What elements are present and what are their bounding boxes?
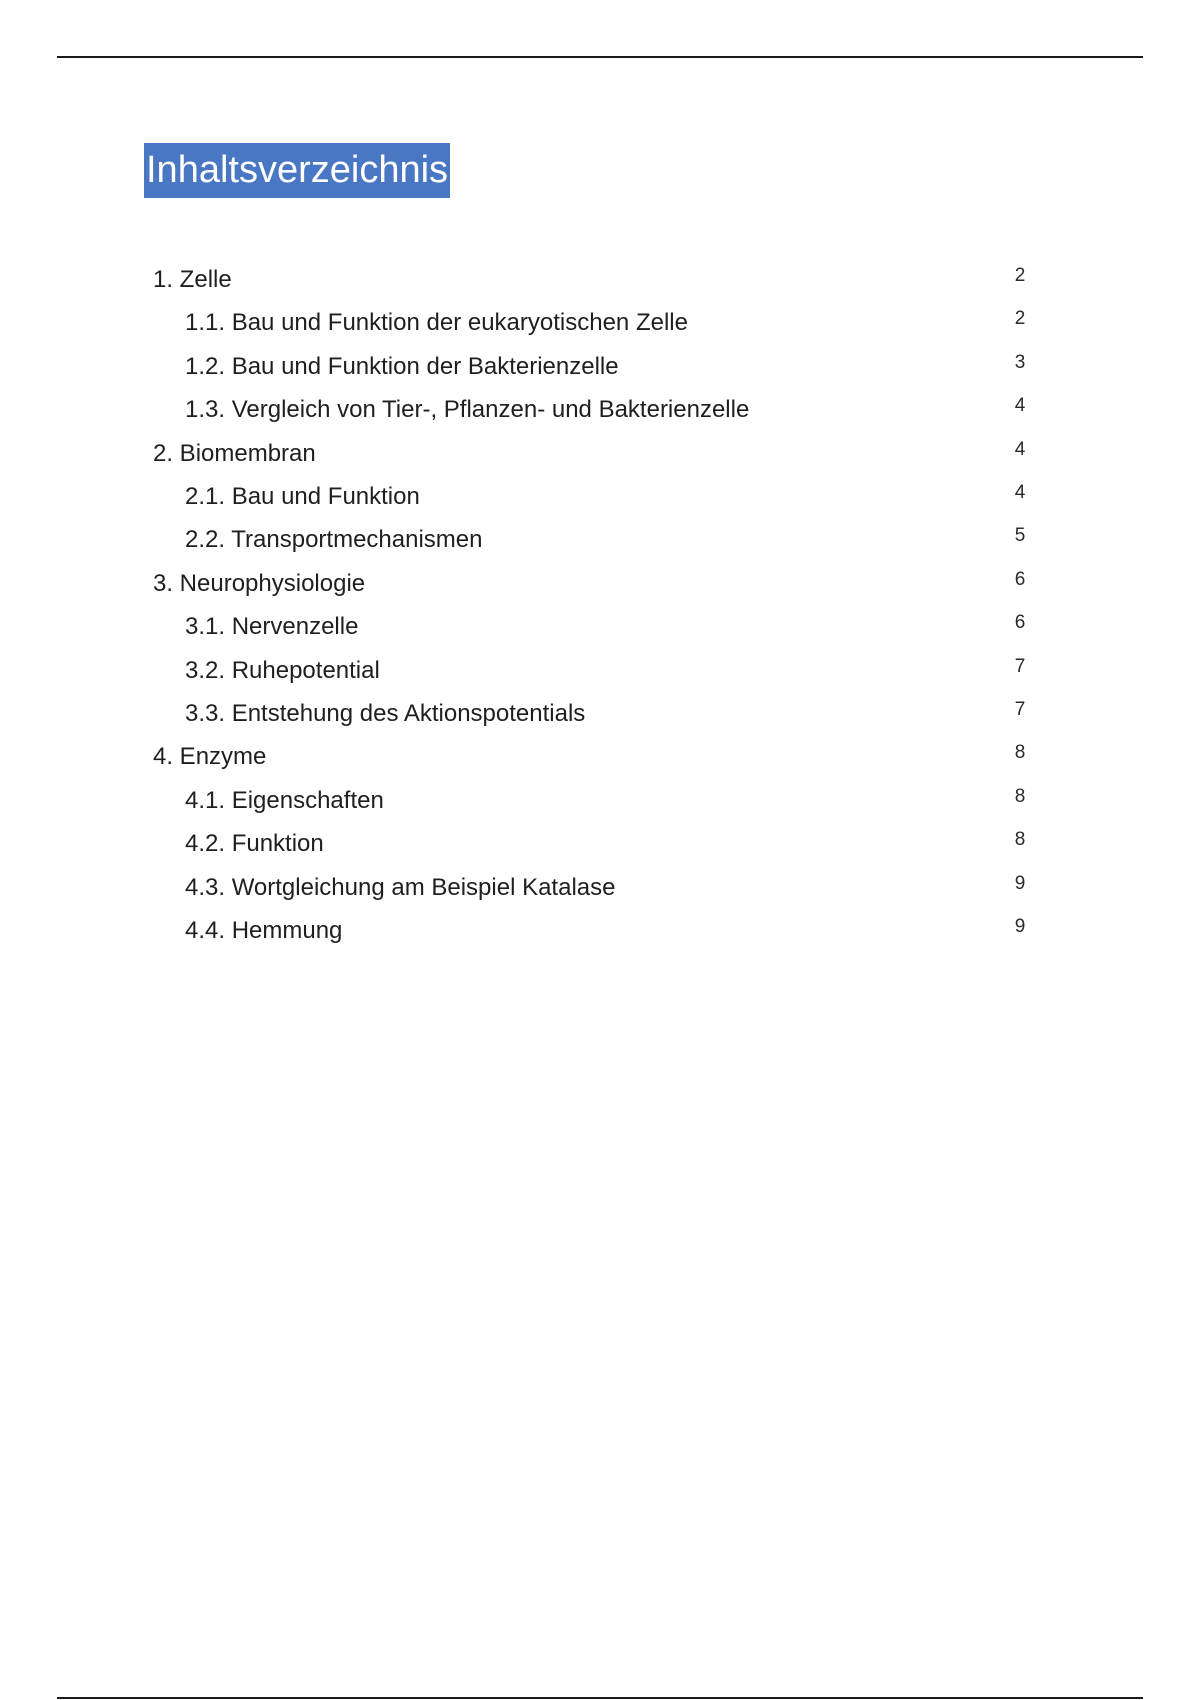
toc-entry-page-number: 8 — [1014, 742, 1026, 764]
toc-entry-page-number: 6 — [1014, 612, 1026, 634]
toc-entry-page-number: 4 — [1014, 438, 1026, 460]
toc-entry-label: 2.2. Transportmechanismen — [185, 526, 483, 554]
toc-entry-page-number: 2 — [1014, 265, 1026, 286]
toc-entry-label: 4. Enzyme — [153, 743, 267, 771]
toc-entry-label: 2.1. Bau und Funktion — [185, 483, 420, 510]
toc-entry-label: 1.1. Bau und Funktion der eukaryotischen Zelle — [185, 309, 688, 337]
toc-entry-label: 4.1. Eigenschaften — [185, 786, 384, 814]
toc-entry-page-number: 7 — [1014, 699, 1026, 720]
toc-entry-page-number: 5 — [1014, 525, 1026, 547]
toc-section-entry[interactable] — [0, 347, 1200, 387]
toc-entry-page-number: 6 — [1014, 568, 1026, 590]
toc-entry-label: 3.2. Ruhepotential — [185, 656, 380, 684]
toc-section-entry[interactable] — [0, 303, 1200, 343]
toc-title: Inhaltsverzeichnis — [144, 143, 450, 198]
toc-entry-label: 4.3. Wortgleichung am Beispiel Katalase — [185, 873, 616, 901]
toc-section-entry[interactable] — [0, 911, 1200, 951]
toc-entry-page-number: 4 — [1014, 395, 1026, 417]
toc-section-entry[interactable] — [0, 520, 1200, 560]
header-rule — [57, 56, 1143, 58]
toc-entry-label: 3.1. Nervenzelle — [185, 613, 359, 641]
toc-entry-label: 1.2. Bau und Funktion der Bakterienzelle — [185, 352, 619, 380]
toc-chapter-entry[interactable] — [0, 260, 1200, 300]
toc-chapter-entry[interactable] — [0, 564, 1200, 604]
toc-chapter-entry[interactable] — [0, 737, 1200, 777]
toc-section-entry[interactable] — [0, 607, 1200, 647]
toc-section-entry[interactable] — [0, 651, 1200, 691]
toc-entry-page-number: 4 — [1014, 482, 1026, 503]
toc-entry-label: 4.4. Hemmung — [185, 917, 343, 944]
toc-entry-page-number: 8 — [1014, 829, 1026, 851]
toc-section-entry[interactable] — [0, 694, 1200, 734]
toc-section-entry[interactable] — [0, 824, 1200, 864]
toc-section-entry[interactable] — [0, 868, 1200, 908]
toc-entry-label: 1. Zelle — [153, 266, 232, 293]
toc-entry-label: 4.2. Funktion — [185, 830, 324, 858]
toc-entry-page-number: 3 — [1014, 351, 1026, 373]
toc-entry-page-number: 8 — [1014, 785, 1026, 807]
toc-entry-page-number: 9 — [1014, 916, 1026, 937]
toc-chapter-entry[interactable] — [0, 434, 1200, 474]
toc-section-entry[interactable] — [0, 390, 1200, 430]
toc-entry-label: 3. Neurophysiologie — [153, 569, 366, 597]
toc-entry-label: 1.3. Vergleich von Tier-, Pflanzen- und Bakterienzelle — [185, 396, 750, 424]
toc-section-entry[interactable] — [0, 477, 1200, 517]
footer-rule — [57, 1697, 1143, 1699]
toc-entry-label: 3.3. Entstehung des Aktionspotentials — [185, 700, 586, 727]
toc-entry-label: 2. Biomembran — [153, 439, 316, 467]
toc-entry-page-number: 9 — [1014, 872, 1026, 894]
toc-entry-page-number: 2 — [1014, 308, 1026, 330]
toc-entry-page-number: 7 — [1014, 655, 1026, 677]
toc-section-entry[interactable] — [0, 781, 1200, 821]
